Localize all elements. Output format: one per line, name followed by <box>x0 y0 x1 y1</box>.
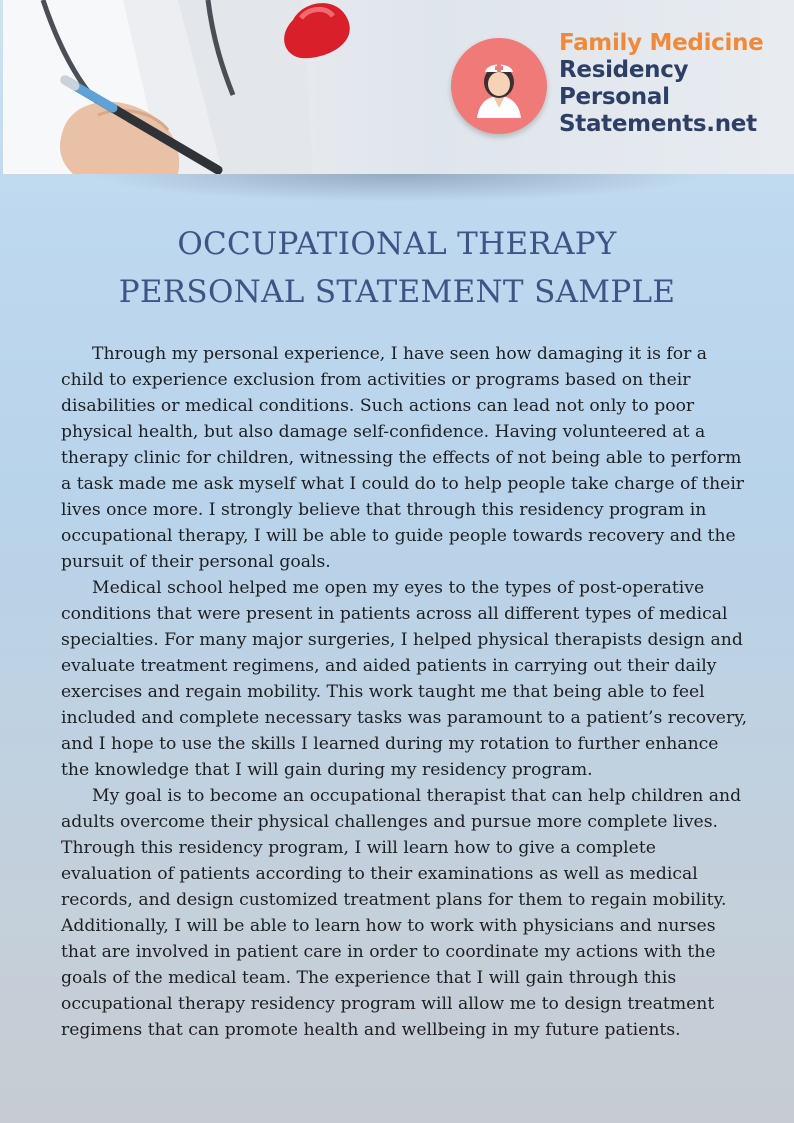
brand-line-3: Personal <box>559 84 670 110</box>
header-banner <box>3 0 794 174</box>
paragraph-2: Medical school helped me open my eyes to the types of post-operative conditions that were present in patients across all different types of medical specialties. For many major surgeries, I helped physical therapists design and evaluate treatment regimens, and aided patients in carrying out their daily exercises and regain mobility. This work taught me that being able to feel included and complete necessary tasks was paramount to a patient’s recovery, and I hope to use the skills I learned during my rotation to further enhance the knowledge that I will gain during my residency program. <box>61 578 748 780</box>
brand-line-1: Family Medicine <box>559 30 764 56</box>
statement-body <box>61 341 751 1043</box>
brand-line-4: Statements.net <box>559 111 757 137</box>
title-line-2: PERSONAL STATEMENT SAMPLE <box>118 274 676 310</box>
header-shadow <box>0 174 794 214</box>
paragraph-1: Through my personal experience, I have seen how damaging it is for a child to experience exclusion from activities or programs based on their disabilities or medical conditions. Such actions can lead not only to poor physical health, but also damage self-confidence. Having volunteered at a therapy clinic for children, witnessing the effects of not being able to perform a task made me ask myself what I could do to help people take charge of their lives once more. I strongly believe that through this residency program in occupational therapy, I will be able to guide people towards recovery and the pursuit of their personal goals. <box>61 344 745 572</box>
page-title <box>0 220 794 316</box>
title-line-1: OCCUPATIONAL THERAPY <box>177 226 617 262</box>
doctor-photo <box>3 0 443 174</box>
paragraph-3: My goal is to become an occupational therapist that can help children and adults overcome their physical challenges and pursue more complete lives. Through this residency program, I will learn how to give a complete evaluation of patients according to their examinations as well as medical records, and design customized treatment plans for them to regain mobility. Additionally, I will be able to learn how to work with physicians and nurses that are involved in patient care in order to coordinate my actions with the goals of the medical team. The experience that I will gain through this occupational therapy residency program will allow me to design treatment regimens that can promote health and wellbeing in my future patients. <box>61 786 742 1040</box>
brand-line-2: Residency <box>559 57 689 83</box>
brand-logo-text <box>559 30 763 138</box>
nurse-logo-icon <box>451 38 547 134</box>
